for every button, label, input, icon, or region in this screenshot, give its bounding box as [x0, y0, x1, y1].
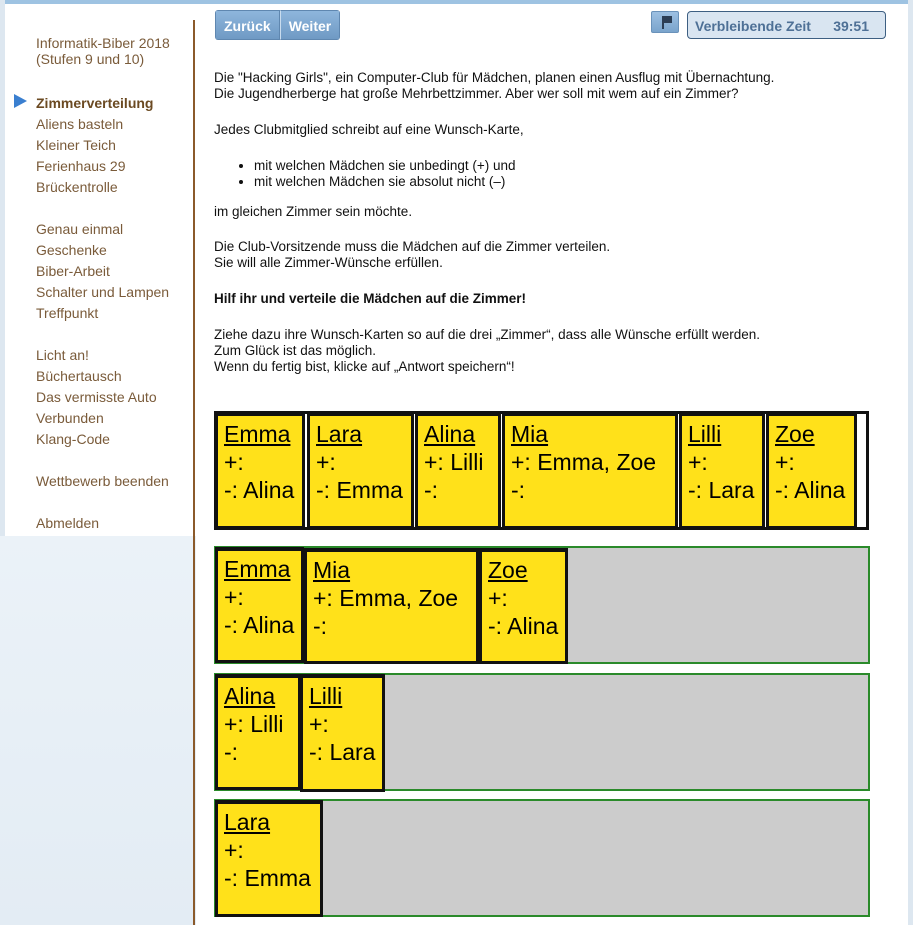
para2-line-2: Sie will alle Zimmer-Wünsche erfüllen. — [214, 255, 443, 270]
navigation-buttons — [215, 10, 340, 40]
next-button[interactable]: Weiter — [280, 10, 341, 40]
after-bullets: im gleichen Zimmer sein möchte. — [214, 204, 413, 219]
pool-card-emma[interactable]: Emma +: -: Alina — [215, 412, 305, 529]
pool-card-alina[interactable]: Alina +: Lilli -: — [415, 412, 501, 529]
sidebar-background — [0, 536, 196, 925]
bullet-minus: • mit welchen Mädchen sie absolut nicht (–) — [254, 174, 894, 190]
remaining-time-box — [687, 11, 886, 39]
sidebar-item-licht-an[interactable]: Licht an! — [36, 347, 89, 363]
pool-card-mia[interactable]: Mia +: Emma, Zoe -: — [502, 412, 678, 529]
instr-line-2: Zum Glück ist das möglich. — [214, 343, 377, 358]
sidebar-item-aliens-basteln[interactable]: Aliens basteln — [36, 116, 124, 132]
flag-icon[interactable] — [651, 11, 679, 33]
bullet-plus: • mit welchen Mädchen sie unbedingt (+) und — [254, 158, 894, 174]
sidebar-item-buechertausch[interactable]: Büchertausch — [36, 368, 122, 384]
room2-card-alina[interactable]: Alina +: Lilli -: — [215, 674, 301, 790]
pool-card-lara[interactable]: Lara +: -: Emma — [307, 412, 414, 529]
logout-link[interactable]: Abmelden — [36, 515, 100, 531]
timer-value: 39:51 — [833, 18, 869, 34]
room1-card-emma[interactable]: Emma +: -: Alina — [215, 547, 304, 663]
pool-card-zoe[interactable]: Zoe +: -: Alina — [766, 412, 857, 529]
task-emphasis: Hilf ihr und verteile die Mädchen auf die Zimmer! — [214, 291, 527, 306]
end-contest-link[interactable]: Wettbewerb beenden — [36, 473, 169, 489]
para2-line-1: Die Club-Vorsitzende muss die Mädchen auf die Zimmer verteilen. — [214, 239, 611, 254]
card-intro: Jedes Clubmitglied schreibt auf eine Wunsch-Karte, — [214, 122, 524, 137]
sidebar-item-klang-code[interactable]: Klang-Code — [36, 431, 110, 447]
room1-card-mia[interactable]: Mia +: Emma, Zoe -: — [304, 548, 479, 664]
timer-label: Verbleibende Zeit — [695, 18, 811, 34]
room2-card-lilli[interactable]: Lilli +: -: Lara — [300, 674, 385, 792]
intro-line-2: Die Jugendherberge hat große Mehrbettzimmer. Aber wer soll mit wem auf ein Zimmer? — [214, 86, 739, 101]
room3-card-lara[interactable]: Lara +: -: Emma — [215, 800, 323, 917]
instr-line-3: Wenn du fertig bist, klicke auf „Antwort speichern“! — [214, 359, 515, 374]
sidebar-item-kleiner-teich[interactable]: Kleiner Teich — [36, 137, 116, 153]
pool-card-lilli[interactable]: Lilli +: -: Lara — [679, 412, 765, 529]
sidebar-item-genau-einmal[interactable]: Genau einmal — [36, 221, 124, 237]
sidebar-item-brueckentrolle[interactable]: Brückentrolle — [36, 179, 118, 195]
instr-line-1: Ziehe dazu ihre Wunsch-Karten so auf die drei „Zimmer“, dass alle Wünsche erfüllt werden. — [214, 327, 760, 342]
sidebar-item-das-vermisste-auto[interactable]: Das vermisste Auto — [36, 389, 157, 405]
sidebar-item-schalter-und-lampen[interactable]: Schalter und Lampen — [36, 284, 170, 300]
contest-title: Informatik-Biber 2018 — [36, 35, 170, 51]
sidebar-item-verbunden[interactable]: Verbunden — [36, 410, 104, 426]
current-task-arrow-icon — [14, 94, 27, 108]
contest-subtitle: (Stufen 9 und 10) — [36, 51, 145, 67]
sidebar-item-biber-arbeit[interactable]: Biber-Arbeit — [36, 263, 110, 279]
task-description — [214, 70, 894, 375]
back-button[interactable]: Zurück — [215, 10, 280, 40]
room1-card-zoe[interactable]: Zoe +: -: Alina — [479, 548, 568, 664]
intro-line-1: Die "Hacking Girls", ein Computer-Club für Mädchen, planen einen Ausflug mit Übernachtung. — [214, 70, 775, 85]
sidebar-item-geschenke[interactable]: Geschenke — [36, 242, 107, 258]
sidebar-item-treffpunkt[interactable]: Treffpunkt — [36, 305, 99, 321]
wish-list — [214, 158, 894, 190]
sidebar-item-ferienhaus-29[interactable]: Ferienhaus 29 — [36, 158, 126, 174]
sidebar-divider — [193, 20, 195, 925]
sidebar-item-zimmerverteilung[interactable]: Zimmerverteilung — [36, 95, 154, 111]
